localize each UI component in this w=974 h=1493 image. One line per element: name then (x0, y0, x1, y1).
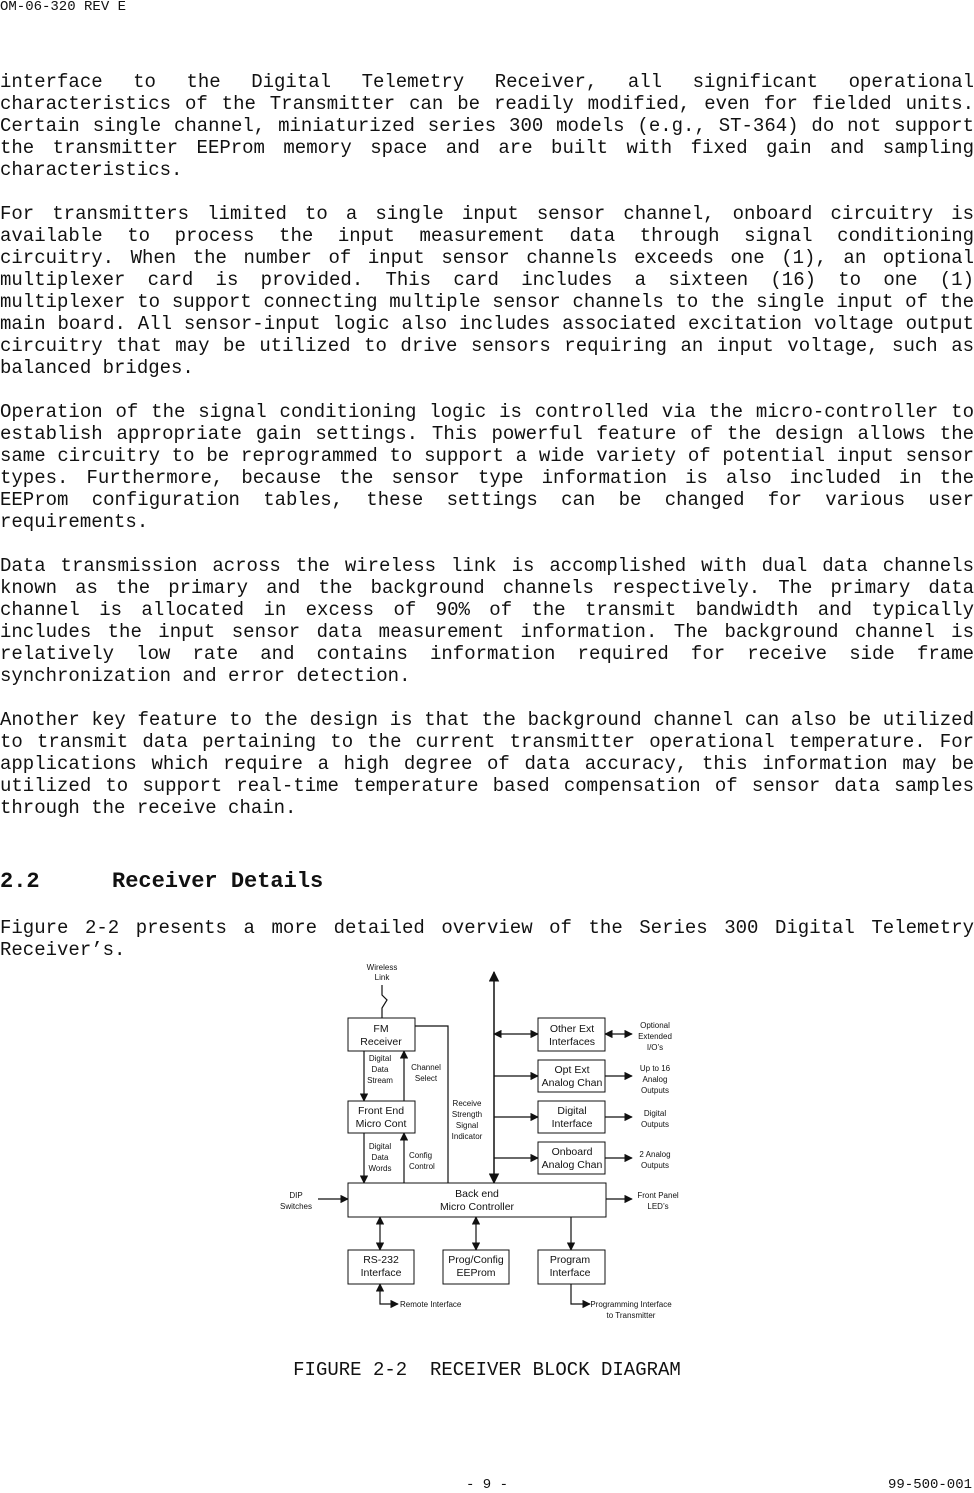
page-number: - 9 - (465, 1477, 508, 1493)
receive-strength-label: Receive Strength Signal Indicator (451, 1099, 483, 1141)
wireless-link-label: Wireless Link (366, 963, 398, 982)
remote-interface-label: Remote Interface (400, 1300, 462, 1309)
other-ext-label: Other Ext Interfaces (548, 1023, 596, 1048)
opt-ext-label: Opt Ext Analog Chan (541, 1064, 603, 1089)
receiver-block-diagram (0, 955, 974, 1335)
paragraph-2: For transmitters limited to a single input sensor channel, onboard circuitry is available to process the input measurement data through signal conditioning circuitry. When the number of input sensor channels exceeds one (1), an optional multiplexer card is provided. This card includes a sixteen (16) to one (1) multiplexer to support connecting multiple sensor channels to the single input of the main board. All sensor-input logic also includes associated excitation voltage output circuitry that may be utilized to drive sensors requiring an input voltage, such as balanced bridges. (0, 203, 974, 379)
paragraph-1: interface to the Digital Telemetry Receiver, all significant operational characteristics of the Transmitter can be readily modified, even for fielded units. Certain single channel, miniaturized series 300 models (e.g., ST-364) do not support the transmitter EEProm memory space and are built with fixed gain and sampling characteristics. (0, 71, 974, 181)
front-end-label: Front End Micro Cont (355, 1105, 407, 1130)
section-heading (0, 869, 323, 895)
digital-outputs-label: Digital Outputs (640, 1109, 670, 1129)
config-control-label: Config Control (409, 1151, 435, 1171)
section-intro: Figure 2-2 presents a more detailed overview of the Series 300 Digital Telemetry Receiver’s. (0, 917, 974, 961)
digital-data-words-label: Digital Data Words (368, 1142, 392, 1173)
optional-extended-label: Optional Extended I/O’s (638, 1021, 672, 1052)
document-id: OM-06-320 REV E (0, 0, 127, 15)
channel-select-label: Channel Select (411, 1063, 441, 1083)
document-number: 99-500-001 (887, 1477, 972, 1493)
section-title: Receiver Details (112, 869, 324, 894)
two-analog-label: 2 Analog Outputs (639, 1150, 671, 1170)
paragraph-4: Data transmission across the wireless link is accomplished with dual data channels known as the primary and the background channels respectively. The primary data channel is allocated in excess of 90% of the transmit bandwidth and typically includes the input sensor data measurement information. The background channel is relatively low rate and contains information required for receive side frame synchronization and error detection. (0, 555, 974, 687)
prog-config-label: Prog/Config EEProm (448, 1254, 504, 1279)
program-interface-label: Program Interface (549, 1254, 591, 1279)
up-to-16-label: Up to 16 Analog Outputs (639, 1064, 671, 1095)
back-end-label: Back end Micro Controller (439, 1188, 515, 1213)
paragraph-3: Operation of the signal conditioning logic is controlled via the micro-controller to establish appropriate gain settings. This powerful feature of the design allows the same circuitry to be reprogrammed to support a wide variety of potential input sensor types. Furthermore, because the sensor type information is also included in the EEProm configuration tables, these settings can be changed for various user requirements. (0, 401, 974, 533)
front-panel-label: Front Panel LED’s (637, 1191, 679, 1211)
paragraph-5: Another key feature to the design is that the background channel can also be utilized to transmit data pertaining to the current transmitter operational temperature. For applications which require a high degree of data accuracy, this information may be utilized to support real-time temperature based compensation of sensor data samples through the receive chain. (0, 709, 974, 819)
wireless-link-line (382, 985, 387, 1018)
digital-data-stream-label: Digital Data Stream (367, 1054, 393, 1085)
section-number: 2.2 (0, 869, 40, 894)
onboard-label: Onboard Analog Chan (541, 1146, 603, 1171)
programming-interface-label: Programming Interface to Transmitter (590, 1300, 672, 1320)
figure-caption: FIGURE 2-2 RECEIVER BLOCK DIAGRAM (293, 1359, 681, 1381)
rs232-label: RS-232 Interface (360, 1254, 402, 1279)
dip-switches-label: DIP Switches (279, 1191, 313, 1211)
programming-interface-arrow (571, 1284, 590, 1304)
remote-interface-arrow (380, 1284, 398, 1304)
digital-interface-label: Digital Interface (551, 1105, 593, 1130)
fm-receiver-label: FM Receiver (360, 1023, 402, 1048)
